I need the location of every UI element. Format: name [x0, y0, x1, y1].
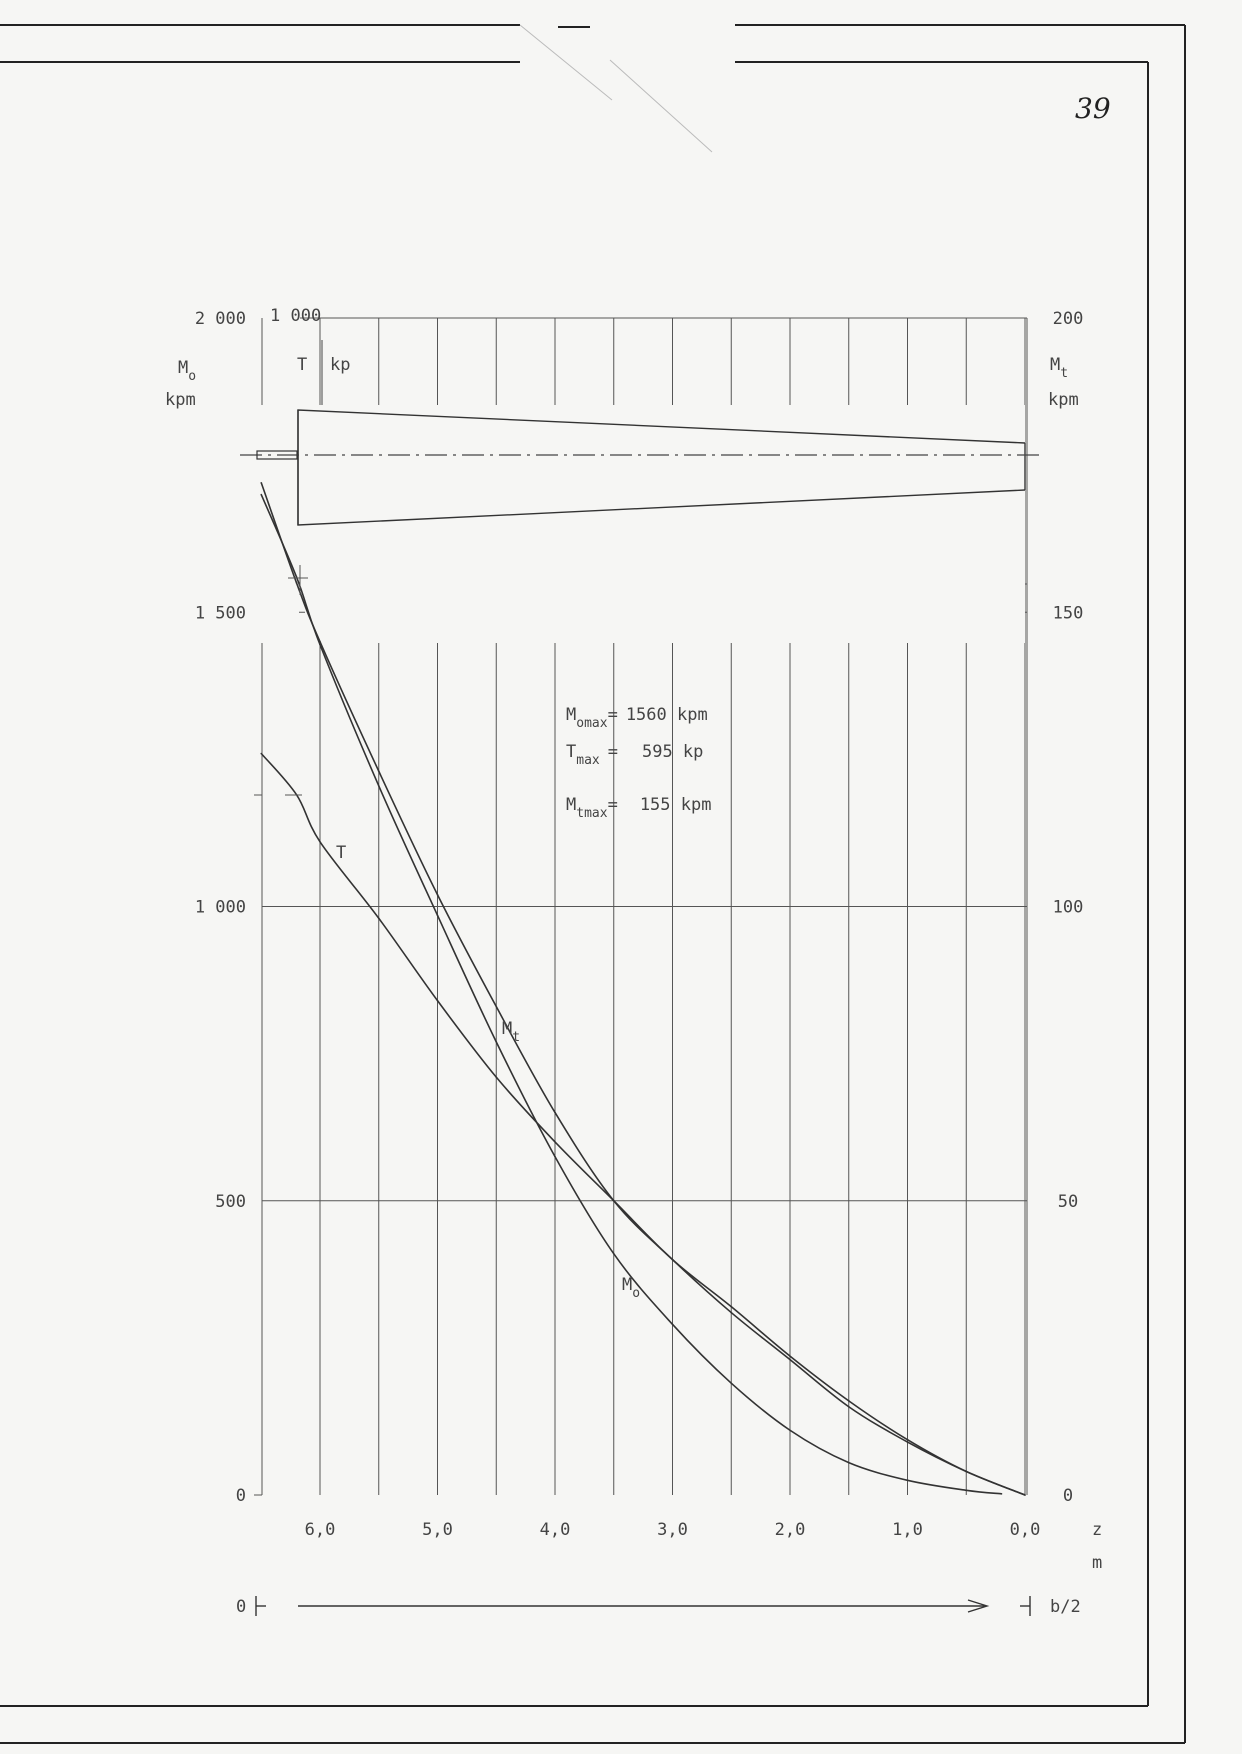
curve-label-mo: M	[622, 1275, 633, 1295]
t-curve-point	[319, 841, 321, 843]
mo-curve-point	[848, 1462, 850, 1464]
mt-curve-point	[495, 1006, 497, 1008]
span-axis-end-label: b/2	[1050, 1597, 1081, 1617]
x-tick-label: 1,0	[892, 1520, 923, 1540]
annotation-t-sep: =	[607, 742, 618, 762]
right-axis-unit: kpm	[1048, 390, 1079, 410]
right-axis-title	[1048, 355, 1079, 410]
mt-curve-point	[1024, 1494, 1026, 1496]
t-curve-point	[789, 1355, 791, 1357]
right-tick-label: 200	[1052, 309, 1084, 329]
max-values-annotation	[566, 705, 711, 821]
annotation-mo-value: 1560 kpm	[625, 705, 708, 725]
mo-curve-point	[907, 1479, 909, 1481]
x-tick-label: 4,0	[539, 1520, 571, 1540]
svg-text:Mtmax=155 kpm	[566, 795, 711, 821]
page-frame	[0, 25, 1185, 1743]
annotation-mt-value: 155 kpm	[639, 795, 712, 815]
t-curve-point	[848, 1400, 850, 1402]
x-tick-label: 6,0	[304, 1520, 336, 1540]
left-axis-title	[165, 358, 196, 410]
curve-label-mo-sub: o	[632, 1286, 641, 1301]
mt-curve-point	[672, 1259, 674, 1261]
svg-text:Mo	[178, 358, 196, 384]
right-axis-symbol-sub: t	[1060, 366, 1069, 381]
mt-curve-point	[730, 1312, 732, 1314]
span-axis-start-label: 0	[236, 1597, 247, 1617]
mo-curve-point	[554, 1156, 556, 1158]
right-tick-label: 0	[1062, 1486, 1074, 1506]
t-curve-point	[554, 1141, 556, 1143]
mt-curve-point	[378, 770, 380, 772]
annotation-mo-sub: omax	[576, 716, 608, 731]
annotation-t-name: T	[566, 742, 577, 762]
mo-curve-point	[965, 1489, 967, 1491]
t-axis-symbol: T	[297, 355, 308, 375]
annotation-mt-name: M	[566, 795, 577, 815]
mt-curve-point	[554, 1112, 556, 1114]
annotation-mo-sep: =	[607, 705, 618, 725]
annotation-t-value: 595 kp	[641, 742, 704, 762]
x-tick-label: 3,0	[657, 1520, 688, 1540]
svg-text:Momax=1560 kpm	[566, 705, 708, 731]
mt-curve-point	[613, 1200, 615, 1202]
annotation-mt-sub: tmax	[576, 806, 608, 821]
mt-curve-point	[965, 1471, 967, 1473]
mt-curve-point	[848, 1406, 850, 1408]
span-axis	[236, 1596, 1081, 1617]
svg-text:Mo	[622, 1275, 640, 1301]
wing-planform	[240, 340, 1040, 643]
right-tick-label: 100	[1052, 897, 1084, 918]
mo-curve-point	[672, 1324, 674, 1326]
curve-label-mt-sub: t	[512, 1030, 521, 1045]
svg-text:Tmax=595 kp	[566, 742, 703, 768]
mt-curve-point	[907, 1441, 909, 1443]
x-axis-symbol: z	[1092, 1520, 1103, 1540]
mo-curve-point	[1001, 1493, 1003, 1495]
x-tick-label: 2,0	[774, 1520, 806, 1540]
t-curve-point	[260, 753, 262, 755]
mt-curve-point	[437, 894, 439, 896]
mo-curve-point	[789, 1429, 791, 1431]
mo-curve-point	[730, 1382, 732, 1384]
t-curve-point	[495, 1076, 497, 1078]
mt-curve-point	[296, 582, 298, 584]
t-axis-title	[270, 306, 350, 375]
page-number: 39	[1075, 92, 1111, 125]
t-curve	[261, 753, 1025, 1495]
mo-curve-point	[378, 785, 380, 787]
left-tick-label: 1 500	[194, 603, 246, 624]
t-curve-point	[378, 917, 380, 919]
left-tick-label: 2 000	[194, 309, 246, 329]
right-tick-label: 150	[1052, 603, 1084, 624]
svg-text:Mt	[502, 1019, 520, 1045]
t-axis-unit: kp	[330, 355, 351, 375]
left-tick-label: 500	[215, 1191, 246, 1212]
mo-curve-point	[260, 494, 262, 496]
annotation-mt-sep: =	[607, 795, 618, 815]
t-curve-point	[730, 1306, 732, 1308]
left-tick-label: 1 000	[194, 897, 246, 918]
svg-text:Mt	[1050, 355, 1068, 381]
mt-curve-point	[319, 641, 321, 643]
x-tick-label: 5,0	[422, 1520, 453, 1540]
left-axis-symbol: M	[178, 358, 189, 378]
curve-labels	[336, 843, 640, 1301]
t-axis-top-label: 1 000	[270, 306, 322, 326]
mo-curve-point	[495, 1041, 497, 1043]
mo-curve-point	[437, 915, 439, 917]
x-axis-title	[1092, 1520, 1102, 1573]
x-axis-unit: m	[1092, 1553, 1103, 1573]
left-axis-unit: kpm	[165, 390, 196, 410]
right-axis-symbol: M	[1050, 355, 1061, 375]
mt-curve-point	[789, 1359, 791, 1361]
t-curve-point	[437, 1000, 439, 1002]
right-tick-label: 50	[1057, 1191, 1079, 1212]
left-tick-label: 0	[235, 1486, 246, 1506]
annotation-mo-name: M	[566, 705, 577, 725]
mo-curve-point	[613, 1253, 615, 1255]
curve-label-t: T	[336, 843, 347, 863]
curve-label-mt: M	[502, 1019, 513, 1039]
mo-curve	[261, 495, 1001, 1494]
x-tick-label: 0,0	[1009, 1520, 1041, 1540]
t-curve-point	[907, 1439, 909, 1441]
annotation-t-sub: max	[576, 753, 600, 768]
left-axis-symbol-sub: o	[188, 369, 197, 384]
mt-curve-point	[260, 482, 262, 484]
